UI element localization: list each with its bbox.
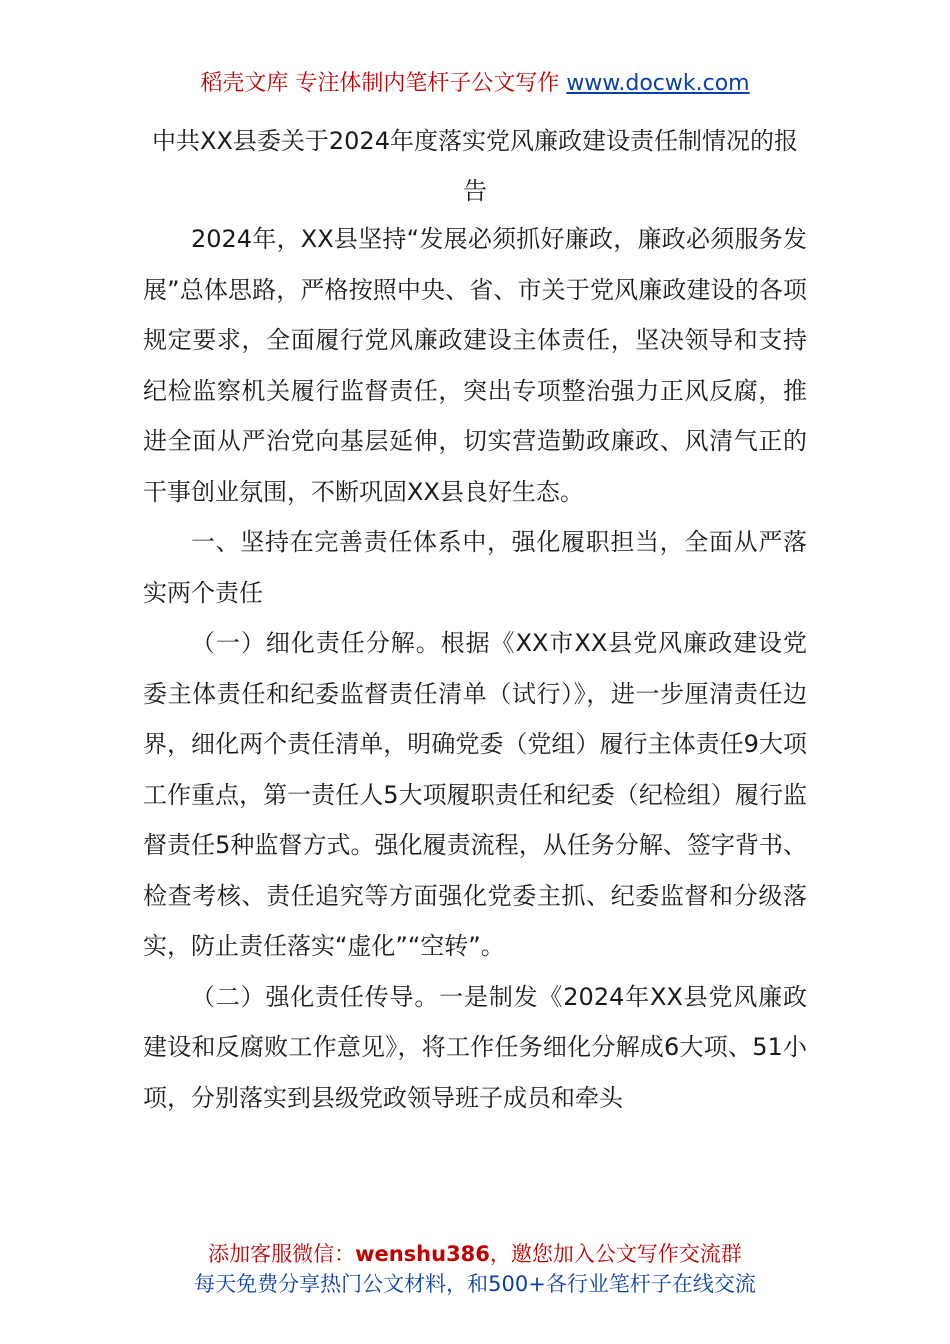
website-link[interactable]: www.docwk.com bbox=[566, 71, 750, 96]
page-title: 中共XX县委关于2024年度落实党风廉政建设责任制情况的报告 bbox=[152, 127, 798, 205]
footer-wechat-id: wenshu386 bbox=[355, 1242, 490, 1266]
paragraph-intro: 2024年，XX县坚持“发展必须抓好廉政，廉政必须服务发展”总体思路，严格按照中央、省、市关于党风廉政建设的各项规定要求，全面履行党风廉政建设主体责任，坚决领导和支持纪检监察机关履行监督责任，突出专项整治强力正风反腐，推进全面从严治党向基层延伸，切实营造勤政廉政、风清气正的干事创业氛围，不断巩固XX县良好生态。 bbox=[143, 225, 807, 506]
section-heading-1: 一、坚持在完善责任体系中，强化履职担当，全面从严落实两个责任 bbox=[143, 528, 807, 607]
footer-promo-line-1 bbox=[0, 1240, 950, 1268]
footer-promo-line-2: 每天免费分享热门公文材料，和500+各行业笔杆子在线交流 bbox=[194, 1272, 756, 1296]
paragraph-subsection-1: （一）细化责任分解。根据《XX市XX县党风廉政建设党委主体责任和纪委监督责任清单（试行）》，进一步厘清责任边界，细化两个责任清单，明确党委（党组）履行主体责任9大项工作重点，第一责任人5大项履职责任和纪委（纪检组）履行监督责任5种监督方式。强化履责流程，从任务分解、签字背书、检查考核、责任追究等方面强化党委主抓、纪委监督和分级落实，防止责任落实“虚化”“空转”。 bbox=[143, 629, 807, 960]
paragraph-subsection-2: （二）强化责任传导。一是制发《2024年XX县党风廉政建设和反腐败工作意见》，将工作任务细化分解成6大项、51小项，分别落实到县级党政领导班子成员和牵头 bbox=[143, 982, 807, 1112]
header-banner bbox=[0, 69, 950, 99]
footer-wechat-prefix: 添加客服微信： bbox=[208, 1242, 356, 1266]
footer-wechat-suffix: ，邀您加入公文写作交流群 bbox=[489, 1242, 742, 1266]
header-banner-text: 稻壳文库 专注体制内笔杆子公文写作 bbox=[200, 71, 567, 96]
document-body bbox=[143, 214, 807, 1123]
